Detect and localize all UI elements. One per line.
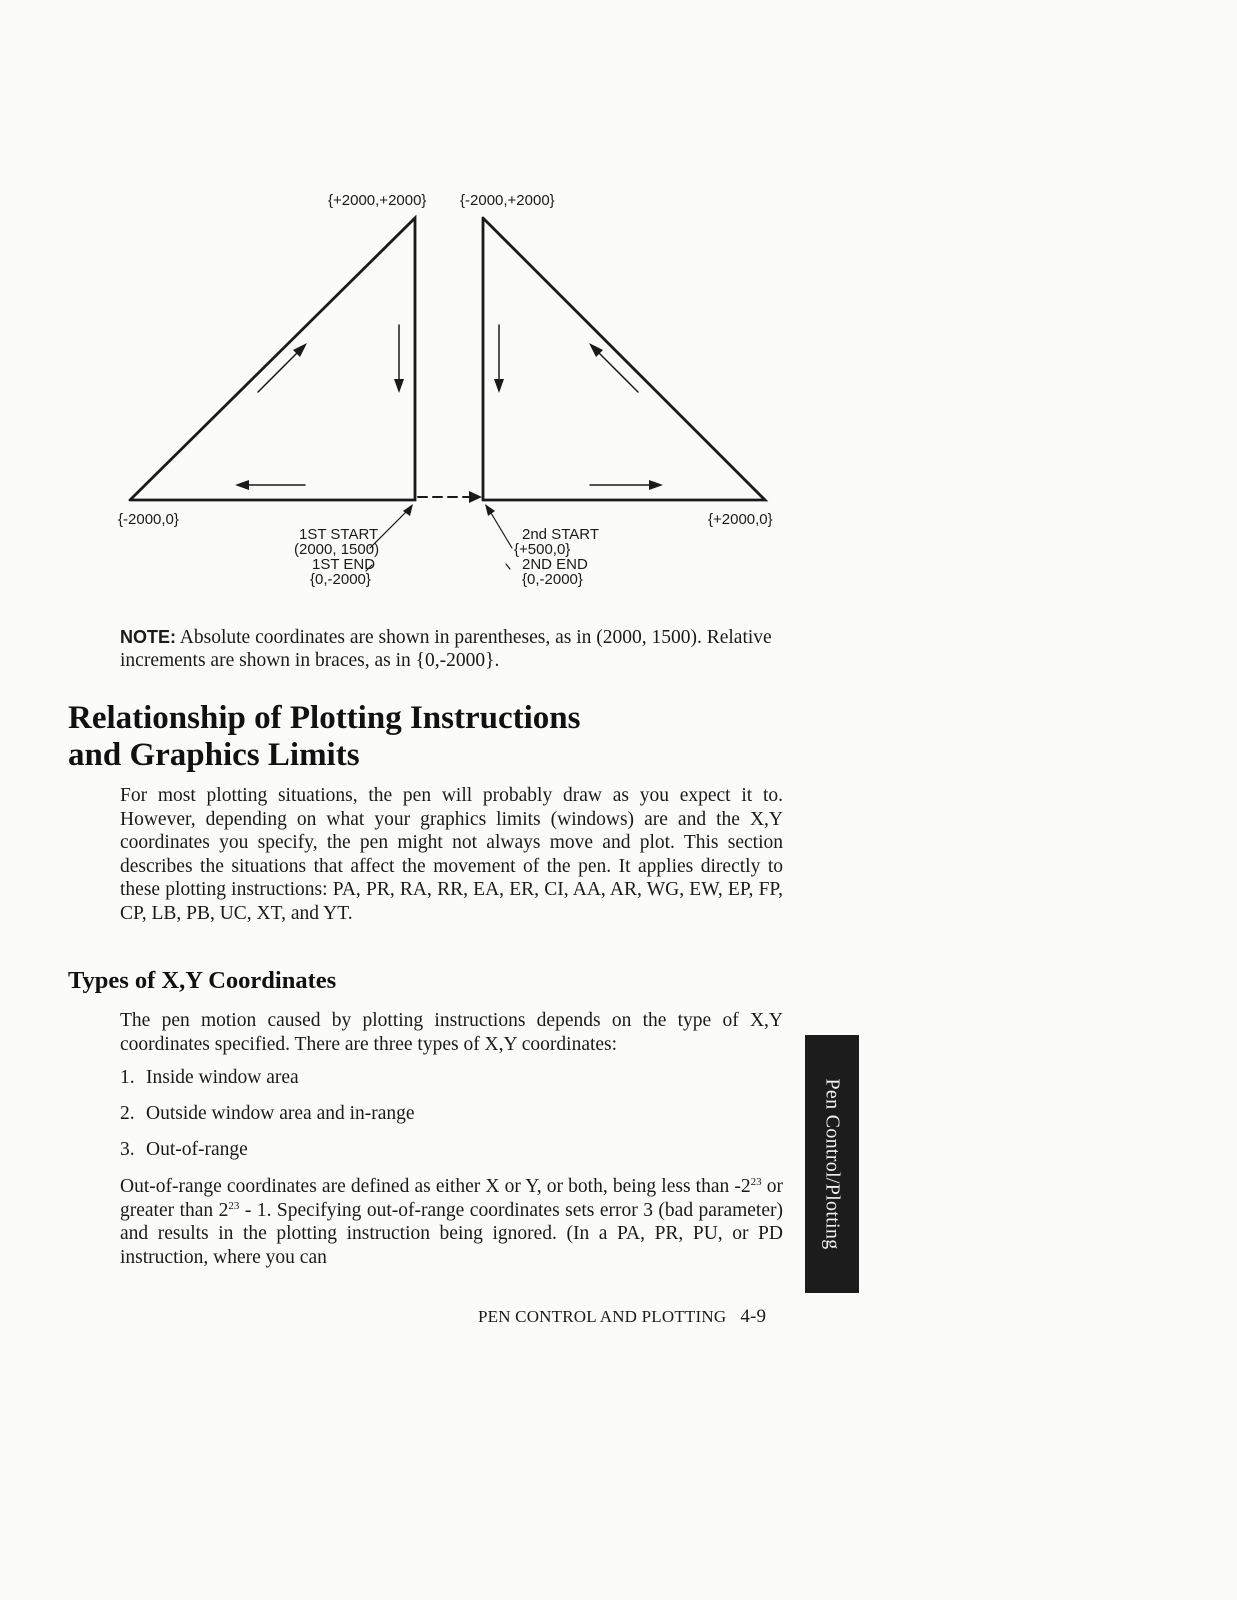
arrowhead-down-left	[394, 379, 404, 393]
list-item-number: 2.	[120, 1103, 135, 1124]
label-1st-start: 1ST START	[299, 526, 379, 543]
label-1st-end: 1ST END	[312, 556, 376, 573]
coordinate-diagram	[0, 0, 1237, 620]
arrow-up-right	[258, 348, 302, 392]
arrow-up-left	[594, 348, 638, 392]
note-label: NOTE:	[120, 627, 176, 647]
para2-part-a: Out-of-range coordinates are defined as either X or Y, or both, being less than -2	[120, 1176, 751, 1197]
out-of-range-paragraph	[120, 1175, 783, 1269]
list-item-number: 1.	[120, 1067, 135, 1088]
para2-part-c: - 1. Specifying out-of-range coordinates sets error 3 (bad parameter) and results in the plotting instruction being ignored. (In a PA, PR, PU, or PD instruction, where you can	[120, 1199, 783, 1268]
list-item-number: 3.	[120, 1139, 135, 1160]
label-2nd-end-coords: {0,-2000}	[522, 571, 583, 588]
note-text: Absolute coordinates are shown in parentheses, as in (2000, 1500). Relative increments are shown in braces, as in {0,-2000}.	[120, 627, 772, 671]
list-item	[120, 1102, 415, 1138]
label-1st-start-coords: (2000, 1500)	[294, 541, 380, 558]
label-2nd-end: 2ND END	[522, 556, 588, 573]
note	[120, 626, 790, 672]
arrowhead-dashed	[469, 491, 482, 503]
right-triangle	[483, 218, 765, 500]
label-2nd-start: 2nd START	[522, 526, 599, 543]
section-title-line2: and Graphics Limits	[68, 737, 360, 773]
arrowhead-2nd-start	[485, 504, 495, 516]
para2-part-b: or greater than 2	[120, 1176, 783, 1221]
label-2nd-start-coords: {+500,0}	[514, 541, 571, 558]
coordinate-type-list	[120, 1066, 415, 1174]
pointer-2nd-start	[488, 508, 512, 548]
arrowhead-right	[649, 480, 663, 490]
subsection-title: Types of X,Y Coordinates	[68, 967, 337, 994]
section-title-line1: Relationship of Plotting Instructions	[68, 700, 581, 736]
label-left-corner: {-2000,0}	[118, 511, 179, 528]
footer-section: PEN CONTROL AND PLOTTING	[478, 1307, 727, 1326]
arrowhead-down-right	[494, 379, 504, 393]
list-item-text: Out-of-range	[146, 1139, 248, 1160]
page-footer	[478, 1306, 766, 1328]
left-triangle	[130, 218, 415, 500]
chapter-tab	[805, 1035, 859, 1293]
label-right-corner: {+2000,0}	[708, 511, 773, 528]
label-top-left: {+2000,+2000}	[328, 192, 427, 209]
label-top-right: {-2000,+2000}	[460, 192, 555, 209]
subsection-intro: The pen motion caused by plotting instructions depends on the type of X,Y coordinates specified. There are three types of X,Y coordinates:	[120, 1010, 783, 1055]
section-paragraph: For most plotting situations, the pen will probably draw as you expect it to. However, depending on what your graphics limits (windows) are and the X,Y coordinates you specify, the pen might not always move and plot. This section describes the situations that affect the movement of the pen. It applies directly to these plotting instructions: PA, PR, RA, RR, EA, ER, CI, AA, AR, WG, EW, EP, FP, CP, LB, PB, UC, XT, and YT.	[120, 785, 783, 924]
label-1st-end-coords: {0,-2000}	[310, 571, 371, 588]
list-item	[120, 1138, 415, 1174]
page-number: 4-9	[740, 1306, 767, 1327]
exponent: 23	[750, 1176, 762, 1188]
list-item	[120, 1066, 415, 1102]
exponent: 23	[228, 1199, 240, 1212]
chapter-tab-label: Pen Control/Plotting	[821, 1078, 844, 1250]
pointer-2nd-start-lower	[506, 564, 510, 569]
list-item-text: Inside window area	[146, 1067, 299, 1088]
arrowhead-left	[235, 480, 249, 490]
section-title	[68, 700, 768, 774]
list-item-text: Outside window area and in-range	[146, 1103, 415, 1124]
